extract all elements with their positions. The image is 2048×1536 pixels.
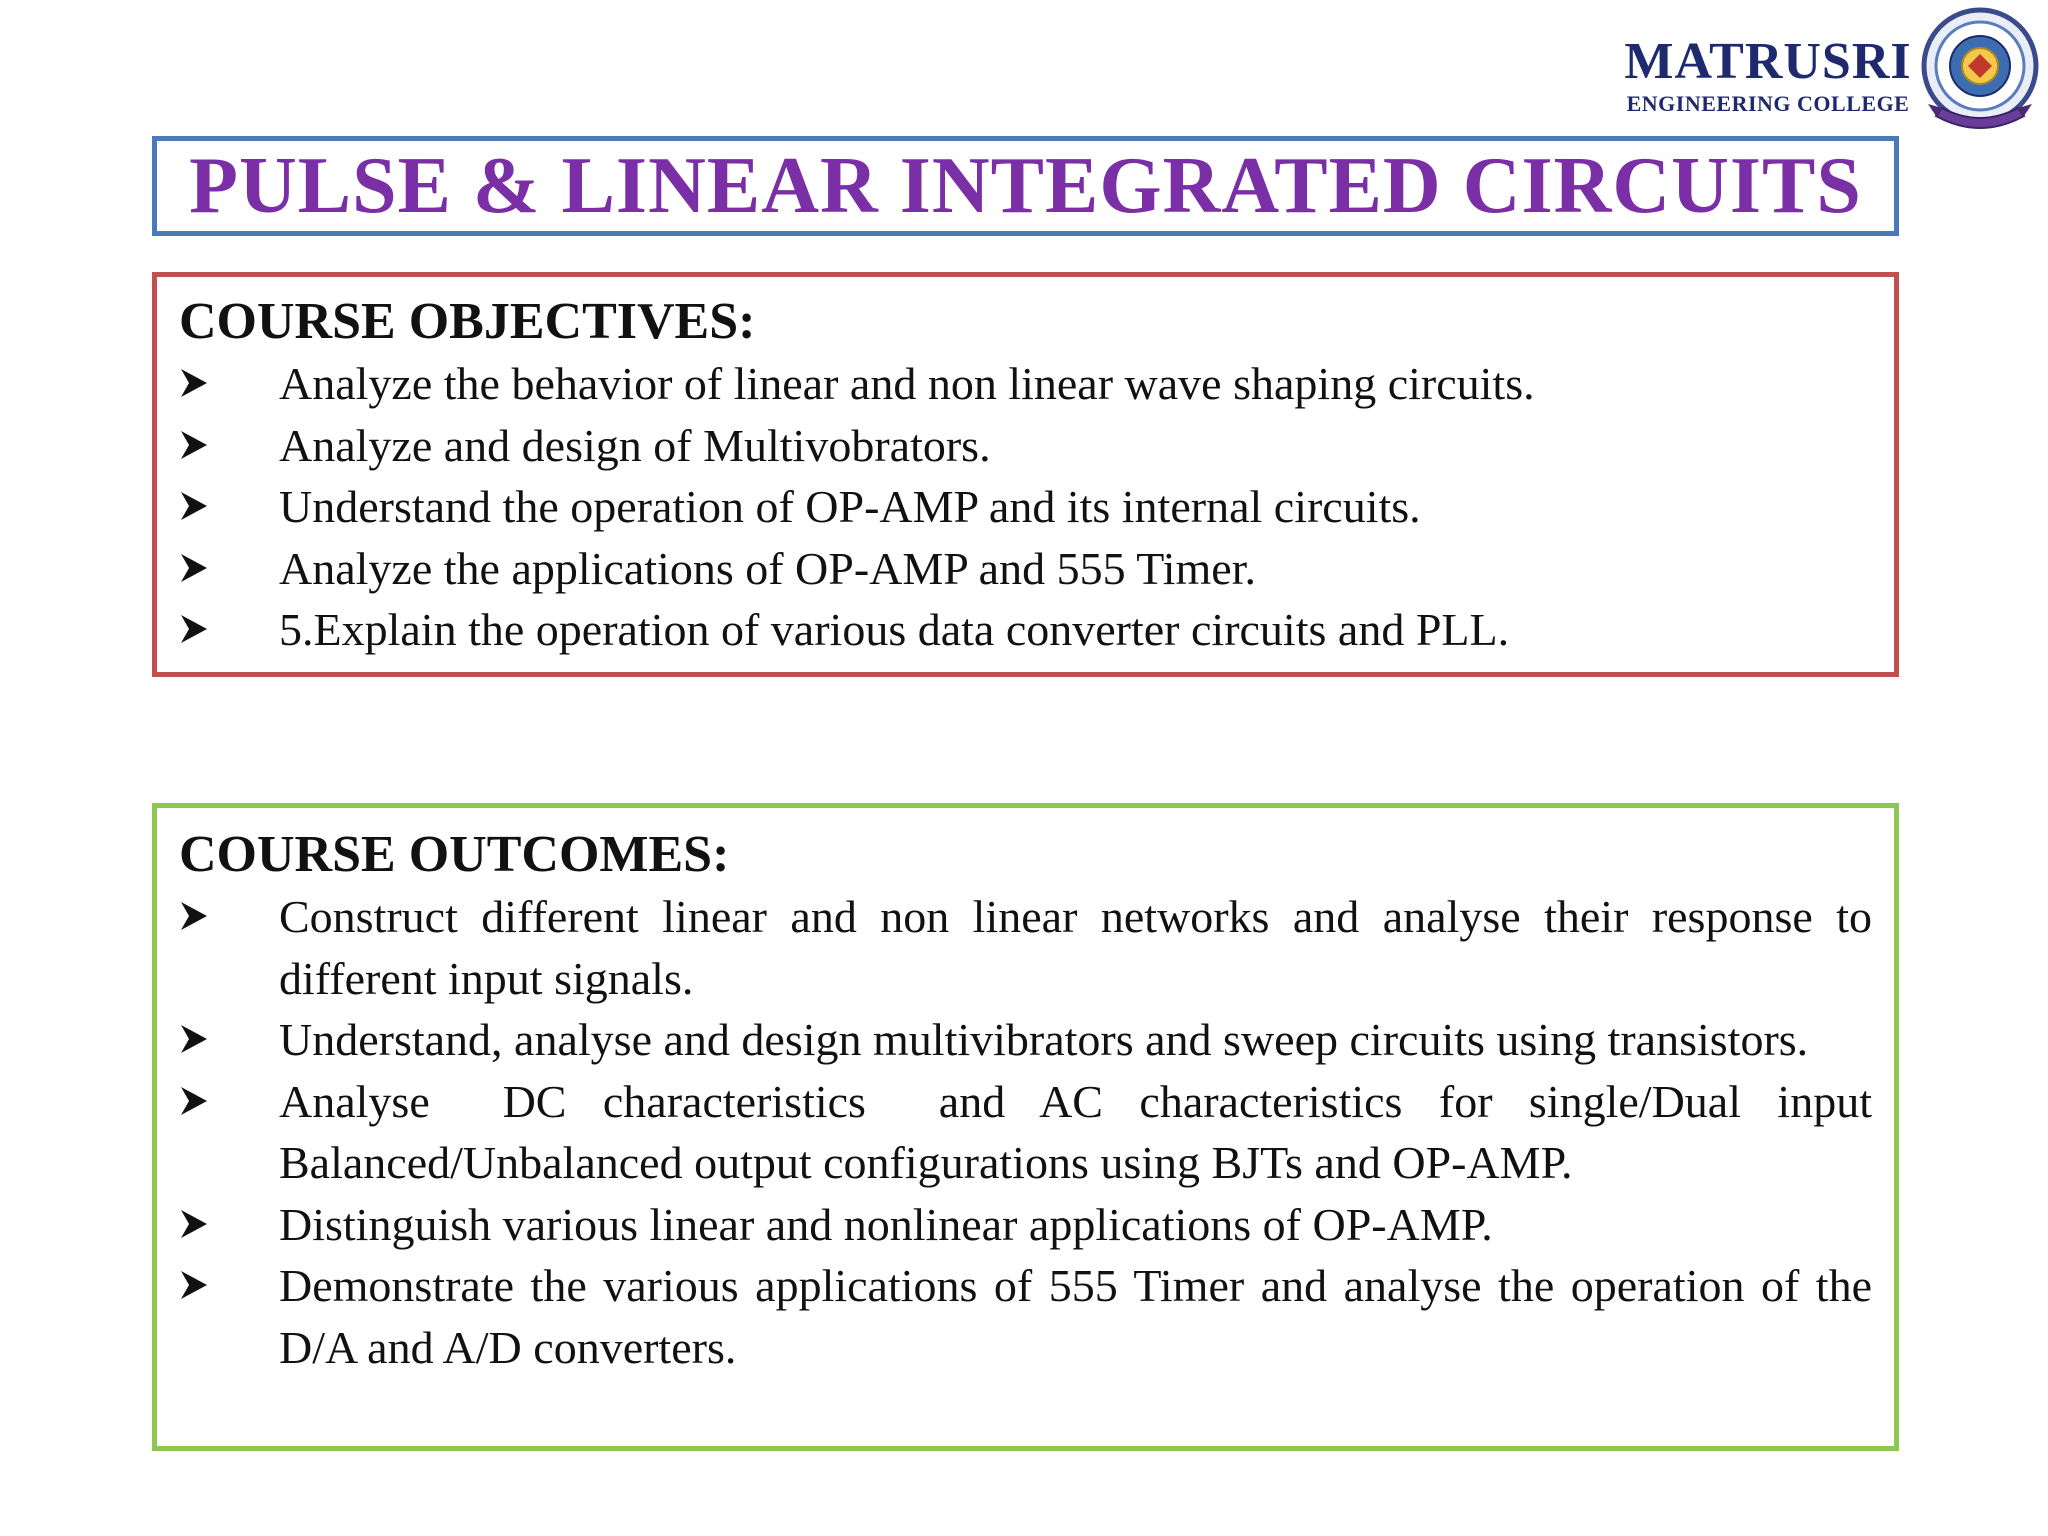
- arrow-bullet-icon: [179, 1269, 209, 1301]
- objective-item: [179, 538, 1872, 600]
- arrow-bullet-icon: [179, 1085, 209, 1117]
- outcomes-heading: COURSE OUTCOMES:: [179, 826, 730, 883]
- objective-text: Analyze the applications of OP-AMP and 555 Timer.: [279, 542, 1256, 594]
- arrow-bullet-icon: [179, 367, 209, 399]
- objective-text: Analyze the behavior of linear and non linear wave shaping circuits.: [279, 358, 1535, 409]
- arrow-bullet-icon: [179, 613, 209, 645]
- objective-item: [179, 415, 1872, 477]
- objective-item: [179, 476, 1872, 538]
- college-logo: [1618, 34, 1918, 118]
- college-seal-icon: [1918, 4, 2042, 144]
- course-outcomes-box: [152, 803, 1899, 1451]
- arrow-bullet-icon: [179, 900, 209, 932]
- outcome-text: Construct different linear and non linear networks and analyse their response to different input signals.: [279, 891, 1872, 1004]
- arrow-bullet-icon: [179, 429, 209, 461]
- objective-text: 5.Explain the operation of various data converter circuits and PLL.: [279, 604, 1510, 655]
- arrow-bullet-icon: [179, 552, 209, 584]
- outcome-text: Demonstrate the various applications of 555 Timer and analyse the operation of the D/A and A/D converters.: [279, 1260, 1872, 1373]
- outcome-item: [179, 1009, 1872, 1071]
- outcome-item: [179, 1255, 1872, 1378]
- arrow-bullet-icon: [179, 490, 209, 522]
- outcome-text: Distinguish various linear and nonlinear applications of OP-AMP.: [279, 1198, 1493, 1250]
- college-subtitle: ENGINEERING COLLEGE: [1626, 91, 1910, 116]
- college-name: MATRUSRI: [1624, 33, 1912, 90]
- outcome-text: Understand, analyse and design multivibrators and sweep circuits using transistors.: [279, 1014, 1809, 1065]
- arrow-bullet-icon: [179, 1208, 209, 1240]
- title-box: [152, 136, 1899, 236]
- objective-text: Understand the operation of OP-AMP and its internal circuits.: [279, 481, 1421, 532]
- objectives-heading: COURSE OBJECTIVES:: [179, 293, 756, 350]
- outcome-item: [179, 1071, 1884, 1194]
- objectives-list: [179, 353, 1872, 661]
- objective-text: Analyze and design of Multivobrators.: [279, 419, 991, 471]
- objective-item: [179, 353, 1872, 415]
- objective-item: [179, 599, 1872, 661]
- outcome-item: [179, 1194, 1872, 1256]
- course-objectives-box: [152, 272, 1899, 677]
- slide-title: PULSE & LINEAR INTEGRATED CIRCUITS: [189, 141, 1862, 230]
- outcomes-list: [179, 886, 1884, 1378]
- outcome-text: Analyse DC characteristics and AC characteristics for single/Dual input Balanced/Unbalanced output configurations using BJTs and OP-AMP.: [279, 1075, 1884, 1188]
- arrow-bullet-icon: [179, 1023, 209, 1055]
- outcome-item: [179, 886, 1872, 1009]
